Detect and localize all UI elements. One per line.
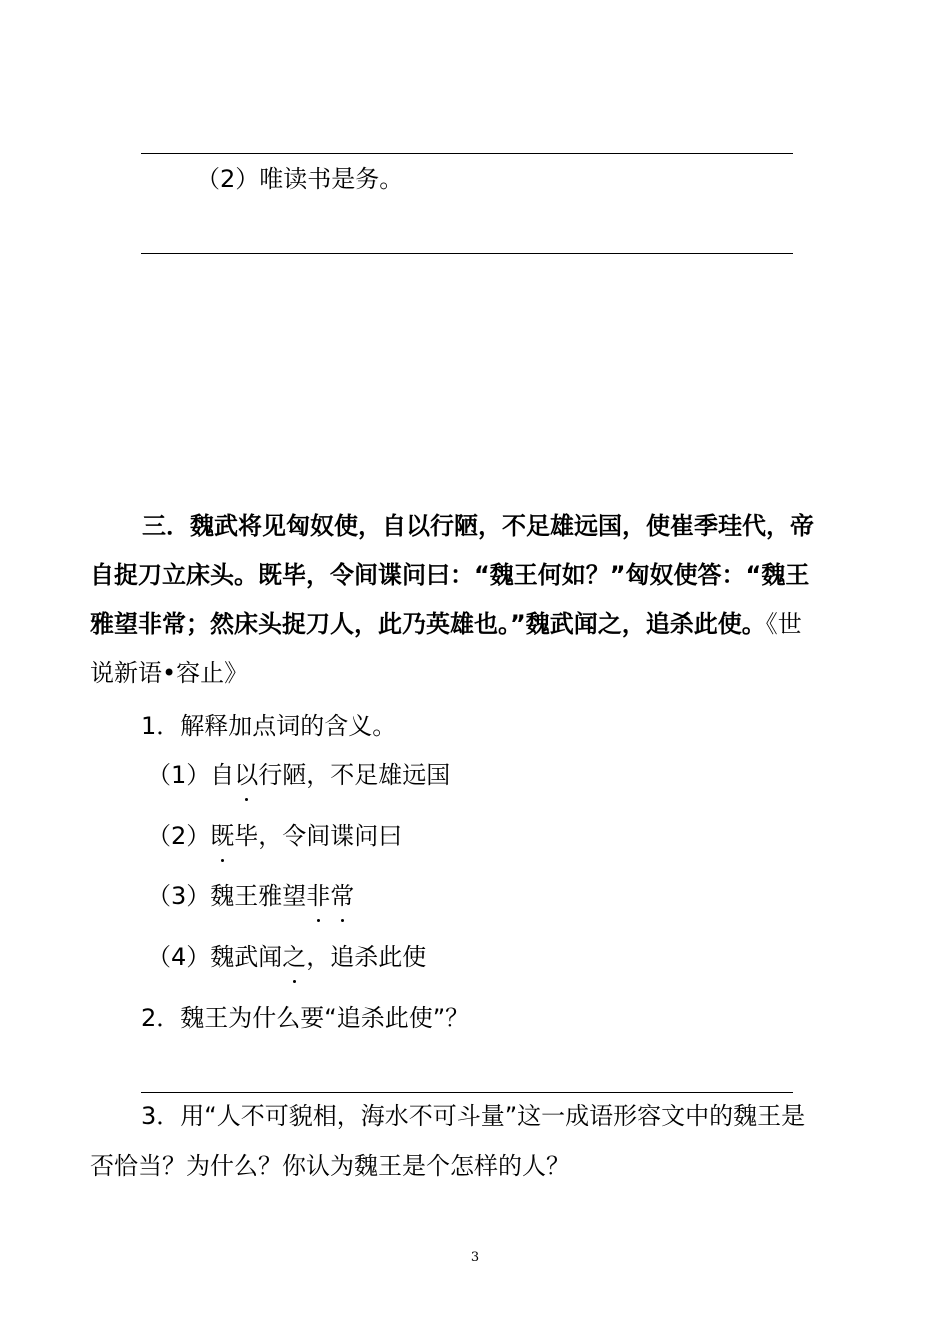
q1-item-1: （1）自以行陋，不足雄远国 bbox=[147, 761, 451, 789]
passage-line-1: 三．魏武将见匈奴使，自以行陋，不足雄远国，使崔季珪代，帝 bbox=[142, 512, 814, 540]
question-3-line-2: 否恰当？为什么？你认为魏王是个怎样的人？ bbox=[90, 1152, 570, 1180]
answer-line-3 bbox=[141, 1092, 793, 1093]
question-1: 1．解释加点词的含义。 bbox=[141, 712, 397, 740]
top-item: （2）唯读书是务。 bbox=[196, 165, 404, 193]
q1-item-3: （3）魏王雅望非常 bbox=[147, 882, 355, 910]
source-title-a: 《世 bbox=[765, 610, 802, 638]
q1-item-2: （2）既毕，令间谍问曰 bbox=[147, 822, 403, 850]
dotted-word: 之 bbox=[282, 943, 307, 971]
passage-line-2: 自捉刀立床头。既毕，令间谍问曰：“魏王何如？”匈奴使答：“魏王 bbox=[90, 561, 810, 589]
q1-item-4: （4）魏武闻之，追杀此使 bbox=[147, 943, 427, 971]
passage-line-3: 雅望非常；然床头捉刀人，此乃英雄也。”魏武闻之，追杀此使。《世 bbox=[90, 610, 802, 638]
question-2: 2．魏王为什么要“追杀此使”？ bbox=[141, 1004, 470, 1032]
answer-line-1 bbox=[141, 153, 793, 154]
dotted-word: 以 bbox=[234, 761, 259, 789]
answer-line-2 bbox=[141, 253, 793, 254]
source-title-b: 说新语•容止》 bbox=[90, 659, 249, 687]
question-3-line-1: 3．用“人不可貌相，海水不可斗量”这一成语形容文中的魏王是 bbox=[141, 1102, 806, 1130]
page-number: 3 bbox=[470, 1250, 480, 1265]
dotted-word: 既 bbox=[210, 822, 235, 850]
passage bbox=[90, 502, 860, 698]
dotted-word: 非常 bbox=[306, 882, 355, 910]
